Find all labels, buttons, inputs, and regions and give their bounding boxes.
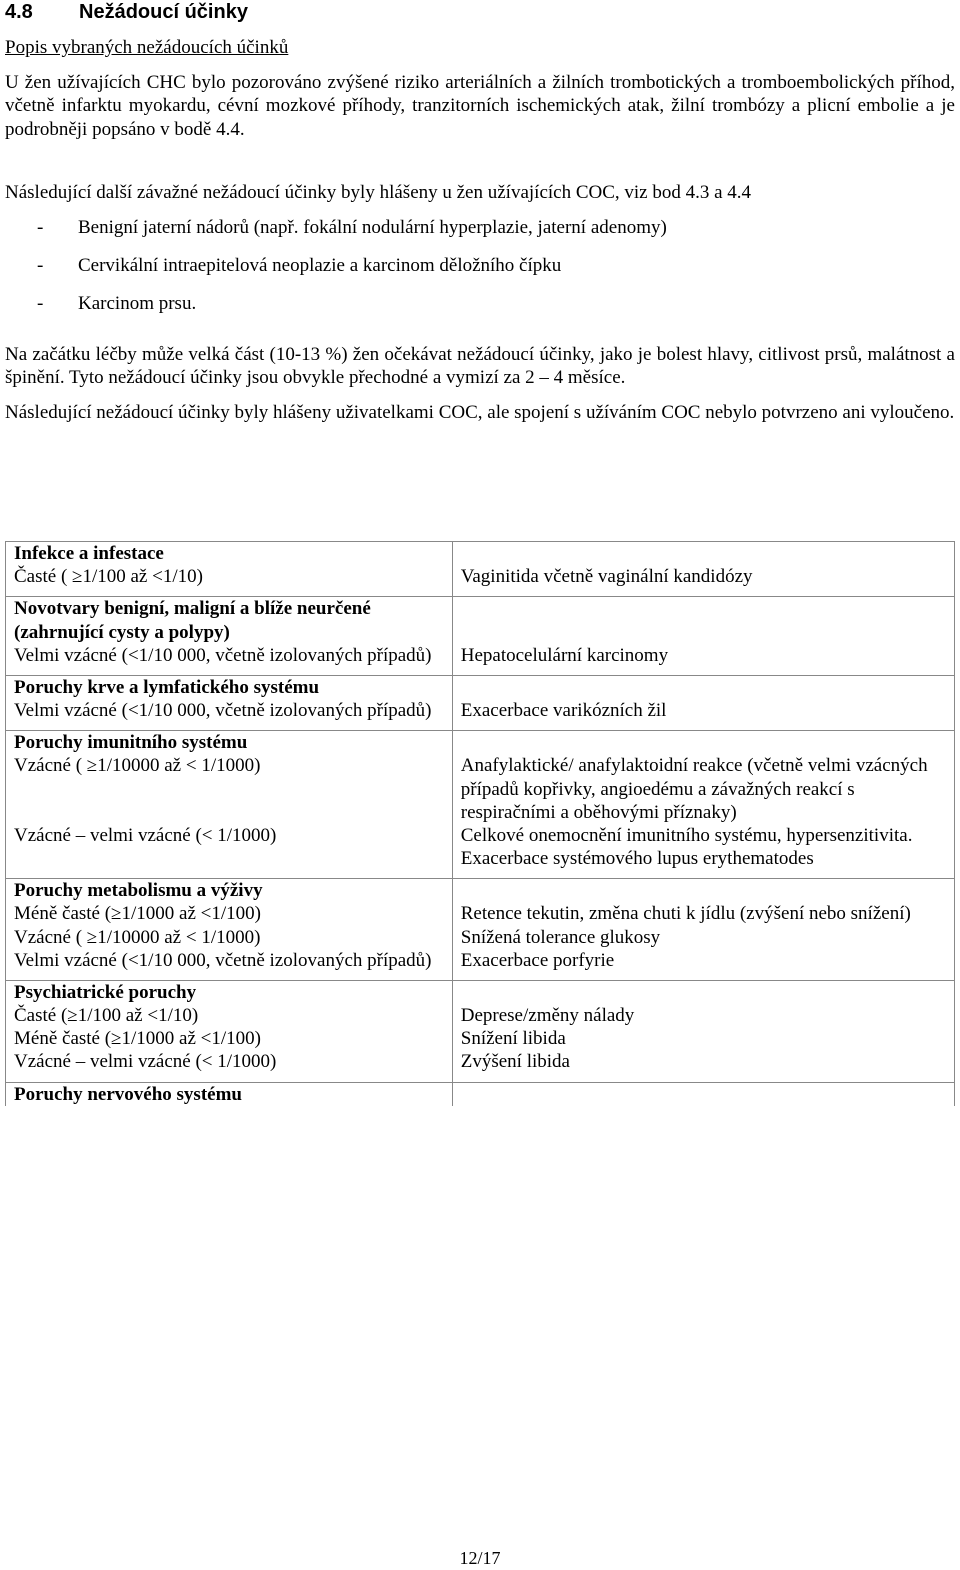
effect-cell: Exacerbace porfyrie (452, 949, 954, 981)
table-row (6, 565, 955, 597)
empty-cell (452, 542, 954, 566)
section-heading (5, 0, 955, 24)
document-page (5, 0, 955, 424)
empty-cell (452, 1082, 954, 1106)
adverse-effects-table (5, 541, 955, 1106)
frequency-cell: Vzácné – velmi vzácné (< 1/1000) (6, 824, 453, 879)
empty-cell (452, 731, 954, 755)
frequency-cell: Velmi vzácné (<1/10 000, včetně izolovaných případů) (6, 699, 453, 731)
empty-cell (452, 597, 954, 644)
table-row (6, 902, 955, 925)
section-subtitle: Popis vybraných nežádoucích účinků (5, 37, 289, 58)
category-label: Poruchy nervového systému (6, 1082, 453, 1106)
frequency-cell: Vzácné ( ≥1/10000 až < 1/1000) (6, 754, 453, 824)
frequency-cell: Vzácné ( ≥1/10000 až < 1/1000) (6, 926, 453, 949)
paragraph-reported-effects: Následující nežádoucí účinky byly hlášeny uživatelkami COC, ale spojení s užíváním COC nebylo potvrzeno ani vyloučeno. (5, 402, 955, 424)
table-row (6, 1050, 955, 1082)
paragraph-thrombotic-risk: U žen užívajících CHC bylo pozorováno zvýšené riziko arteriálních a žilních trombotických a tromboembolických příhod, včetně infarktu myokardu, cévní mozkové příhody, tranzitorních ischemických atak, žilní trombózy a plicní embolie a je podrobněji popsáno v bodě 4.4. (5, 72, 955, 140)
empty-cell (452, 980, 954, 1004)
category-row (6, 597, 955, 644)
effect-cell: Exacerbace varikózních žil (452, 699, 954, 731)
category-label: Poruchy imunitního systému (6, 731, 453, 755)
frequency-cell: Velmi vzácné (<1/10 000, včetně izolovaných případů) (6, 949, 453, 981)
effect-cell: Anafylaktické/ anafylaktoidní reakce (včetně velmi vzácných případů kopřivky, angioedému a závažných reakcí s respiračními a oběhovými příznaky) (452, 754, 954, 824)
effect-cell: Celkové onemocnění imunitního systému, hypersenzitivita. Exacerbace systémového lupus erythematodes (452, 824, 954, 879)
category-row (6, 731, 955, 755)
category-row (6, 542, 955, 566)
serious-effects-list (5, 216, 955, 317)
category-label: Novotvary benigní, maligní a blíže neurčené (zahrnující cysty a polypy) (6, 597, 453, 644)
effect-cell: Snížená tolerance glukosy (452, 926, 954, 949)
table-row (6, 754, 955, 824)
category-row (6, 879, 955, 903)
category-label: Psychiatrické poruchy (6, 980, 453, 1004)
frequency-cell: Vzácné – velmi vzácné (< 1/1000) (6, 1050, 453, 1082)
frequency-cell: Méně časté (≥1/1000 až <1/100) (6, 1027, 453, 1050)
effect-cell: Hepatocelulární karcinomy (452, 644, 954, 676)
frequency-cell: Méně časté (≥1/1000 až <1/100) (6, 902, 453, 925)
category-row (6, 1082, 955, 1106)
category-label: Infekce a infestace (6, 542, 453, 566)
table-row (6, 699, 955, 731)
section-title: Nežádoucí účinky (79, 1, 248, 23)
effect-cell: Deprese/změny nálady (452, 1004, 954, 1027)
table-row (6, 926, 955, 949)
effect-cell: Retence tekutin, změna chuti k jídlu (zvýšení nebo snížení) (452, 902, 954, 925)
empty-cell (452, 675, 954, 699)
category-label: Poruchy metabolismu a výživy (6, 879, 453, 903)
paragraph-initial-effects: Na začátku léčby může velká část (10-13 %) žen očekávat nežádoucí účinky, jako je bolest hlavy, citlivost prsů, malátnost a špinění. Tyto nežádoucí účinky jsou obvykle přechodné a vymizí za 2 – 4 měsíce. (5, 343, 955, 389)
paragraph-serious-effects: Následující další závažné nežádoucí účinky byly hlášeny u žen užívajících COC, viz bod 4.3 a 4.4 (5, 181, 752, 203)
page-number: 12/17 (459, 1548, 501, 1568)
effect-cell: Zvýšení libida (452, 1050, 954, 1082)
frequency-cell: Časté (≥1/100 až <1/10) (6, 1004, 453, 1027)
empty-cell (452, 879, 954, 903)
category-row (6, 675, 955, 699)
list-item: - Cervikální intraepitelová neoplazie a karcinom děložního čípku (37, 254, 562, 276)
table-row (6, 1027, 955, 1050)
effect-cell: Vaginitida včetně vaginální kandidózy (452, 565, 954, 597)
category-label: Poruchy krve a lymfatického systému (6, 675, 453, 699)
frequency-cell: Časté ( ≥1/100 až <1/10) (6, 565, 453, 597)
table-row (6, 1004, 955, 1027)
table-row (6, 949, 955, 981)
table-row (6, 824, 955, 879)
effect-cell: Snížení libida (452, 1027, 954, 1050)
category-row (6, 980, 955, 1004)
list-item: - Benigní jaterní nádorů (např. fokální nodulární hyperplazie, jaterní adenomy) (37, 216, 667, 238)
frequency-cell: Velmi vzácné (<1/10 000, včetně izolovaných případů) (6, 644, 453, 676)
section-number: 4.8 (5, 1, 33, 23)
table-row (6, 644, 955, 676)
list-item: - Karcinom prsu. (37, 292, 197, 314)
